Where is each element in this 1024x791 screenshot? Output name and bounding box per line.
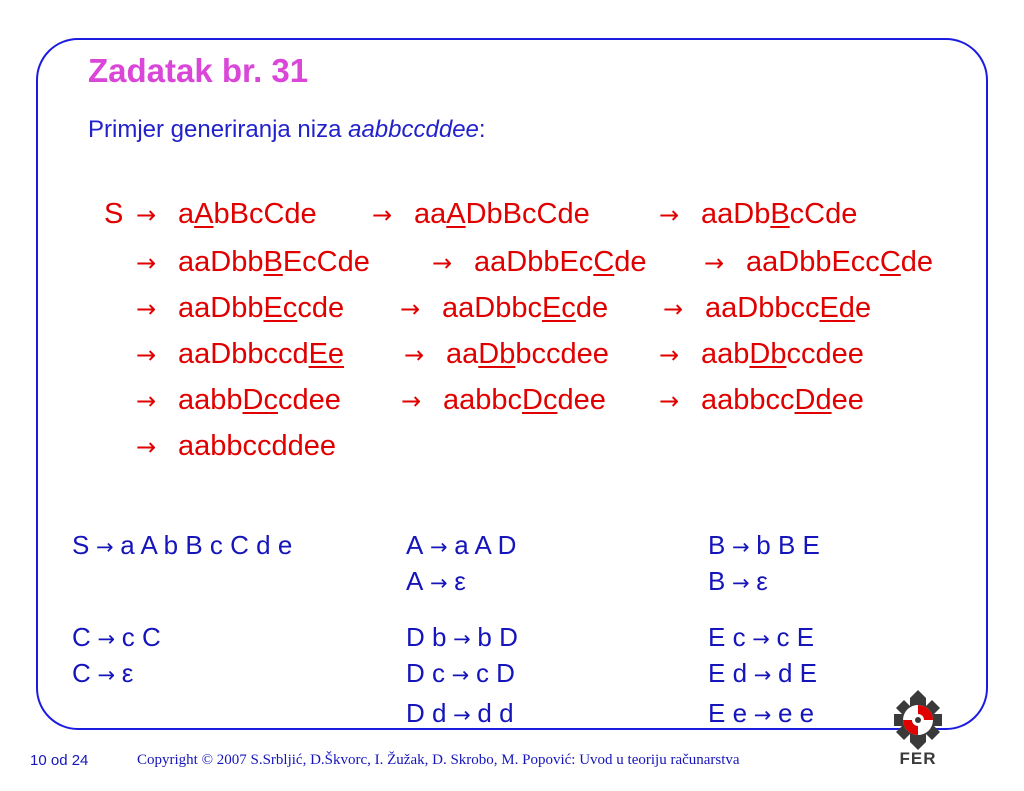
subtitle-colon: : xyxy=(478,116,486,143)
rule-lhs: E e xyxy=(708,698,748,728)
replaced-substring: Ec xyxy=(541,292,576,324)
production-arrow: → xyxy=(446,627,478,651)
replaced-substring: C xyxy=(593,246,615,278)
form-text: aaDbb xyxy=(178,246,264,278)
production-rule xyxy=(406,660,515,686)
logo-emblem-icon xyxy=(894,690,942,750)
derives-arrow: → xyxy=(372,201,393,229)
replaced-substring: A xyxy=(446,198,466,230)
production-arrow: → xyxy=(747,663,778,687)
rule-rhs: ε xyxy=(121,658,134,688)
page-number: 10 od 24 xyxy=(30,752,89,769)
rule-rhs: c D xyxy=(475,658,515,688)
derives-arrow: → xyxy=(432,249,453,277)
production-rule xyxy=(406,700,514,726)
rule-lhs: E d xyxy=(708,658,748,688)
derives-arrow: → xyxy=(659,201,680,229)
sentential-form xyxy=(701,340,864,369)
rule-rhs: b D xyxy=(477,622,518,652)
rule-lhs: A xyxy=(406,530,424,560)
replaced-substring: Ec xyxy=(263,292,298,324)
form-text: aaDb xyxy=(701,198,771,230)
replaced-substring: Db xyxy=(749,338,787,370)
replaced-substring: C xyxy=(879,246,901,278)
form-text: a xyxy=(178,198,195,230)
rule-lhs: C xyxy=(72,658,91,688)
sentential-form xyxy=(178,200,317,229)
form-text: ccdee xyxy=(786,338,864,370)
rule-rhs: a A b B c C d e xyxy=(120,530,293,560)
sentential-form xyxy=(178,294,344,323)
slide-subtitle xyxy=(88,116,486,144)
form-text: aabb xyxy=(178,384,243,416)
replaced-substring: B xyxy=(770,198,790,230)
form-text: aaDbbEc xyxy=(474,246,594,278)
production-rule xyxy=(708,624,814,650)
replaced-substring: Dc xyxy=(242,384,278,416)
production-rule xyxy=(708,700,814,726)
form-text: aaDbbcc xyxy=(705,292,820,324)
form-text: cdee xyxy=(277,384,341,416)
rule-rhs: c E xyxy=(776,622,815,652)
form-text: EcCde xyxy=(282,246,370,278)
rule-lhs: D c xyxy=(406,658,445,688)
production-rule xyxy=(406,532,516,558)
form-text: aab xyxy=(701,338,750,370)
production-rule xyxy=(406,624,518,650)
form-text: cCde xyxy=(789,198,858,230)
rule-lhs: E c xyxy=(708,622,746,652)
sentential-form xyxy=(178,248,370,277)
rule-rhs: e e xyxy=(777,698,815,728)
derives-arrow: → xyxy=(136,295,157,323)
form-text: aaDbbccd xyxy=(178,338,309,370)
rule-rhs: c C xyxy=(121,622,161,652)
subtitle-string: aabbccddee xyxy=(348,116,479,143)
form-text: bccdee xyxy=(515,338,609,370)
sentential-form xyxy=(746,248,933,277)
production-arrow: → xyxy=(745,627,777,651)
production-rule xyxy=(72,624,161,650)
form-text: cde xyxy=(297,292,345,324)
form-text: dee xyxy=(557,384,606,416)
form-text: ee xyxy=(831,384,864,416)
derives-arrow: → xyxy=(136,201,157,229)
sentential-form xyxy=(705,294,871,323)
sentential-form xyxy=(178,432,336,461)
production-arrow: → xyxy=(725,571,757,595)
form-text: aaDbbc xyxy=(442,292,542,324)
form-text: DbBcCde xyxy=(465,198,590,230)
form-text: aaDbb xyxy=(178,292,264,324)
replaced-substring: Db xyxy=(478,338,516,370)
rule-rhs: a A D xyxy=(454,530,517,560)
derives-arrow: → xyxy=(704,249,725,277)
rule-rhs: d E xyxy=(777,658,818,688)
rule-lhs: C xyxy=(72,622,91,652)
replaced-substring: Dd xyxy=(794,384,832,416)
sentential-form xyxy=(701,200,857,229)
fer-logo xyxy=(888,686,948,766)
rule-rhs: d d xyxy=(477,698,514,728)
production-rule xyxy=(406,568,466,594)
rule-rhs: ε xyxy=(756,566,768,596)
production-rule xyxy=(72,660,133,686)
derives-arrow: → xyxy=(136,387,157,415)
replaced-substring: Dc xyxy=(522,384,558,416)
production-arrow: → xyxy=(725,535,757,559)
rule-lhs: D d xyxy=(406,698,447,728)
replaced-substring: A xyxy=(194,198,214,230)
production-arrow: → xyxy=(445,663,476,687)
production-rule xyxy=(708,660,817,686)
replaced-substring: Ed xyxy=(819,292,855,324)
derives-arrow: → xyxy=(663,295,684,323)
sentential-form xyxy=(446,340,609,369)
production-rule xyxy=(72,532,292,558)
production-arrow: → xyxy=(423,535,455,559)
production-arrow: → xyxy=(747,703,778,727)
form-text: aabbccddee xyxy=(178,430,337,462)
copyright-notice: Copyright © 2007 S.Srbljić, D.Škvorc, I. Žužak, D. Skrobo, M. Popović: Uvod u teoriju računarstva xyxy=(137,752,740,768)
replaced-substring: B xyxy=(263,246,283,278)
form-text: de xyxy=(900,246,934,278)
derives-arrow: → xyxy=(404,341,425,369)
sentential-form xyxy=(442,294,608,323)
form-text: aa xyxy=(414,198,447,230)
production-arrow: → xyxy=(90,663,122,687)
form-text: de xyxy=(575,292,609,324)
rule-rhs: b B E xyxy=(756,530,820,560)
sentential-form xyxy=(178,386,341,415)
slide-title: Zadatak br. 31 xyxy=(88,52,309,89)
rule-lhs: A xyxy=(406,566,424,596)
sentential-form xyxy=(443,386,606,415)
form-text: aa xyxy=(446,338,479,370)
form-text: aabbc xyxy=(443,384,523,416)
rule-lhs: B xyxy=(708,566,726,596)
sentential-form xyxy=(474,248,647,277)
derives-arrow: → xyxy=(401,387,422,415)
sentential-form xyxy=(701,386,864,415)
logo-text: FER xyxy=(899,749,937,766)
derives-arrow: → xyxy=(400,295,421,323)
rule-lhs: S xyxy=(72,530,90,560)
production-arrow: → xyxy=(446,703,478,727)
form-text: e xyxy=(854,292,872,324)
subtitle-text: Primjer generiranja niza xyxy=(88,116,349,143)
derives-arrow: → xyxy=(136,249,157,277)
derives-arrow: → xyxy=(136,433,157,461)
production-arrow: → xyxy=(90,627,122,651)
production-arrow: → xyxy=(423,571,455,595)
derives-arrow: → xyxy=(136,341,157,369)
form-text: bBcCde xyxy=(213,198,317,230)
form-text: aaDbbEcc xyxy=(746,246,880,278)
derivation-start-symbol: S xyxy=(104,198,124,230)
derives-arrow: → xyxy=(659,341,680,369)
rule-rhs: ε xyxy=(454,566,466,596)
rule-lhs: B xyxy=(708,530,726,560)
form-text: de xyxy=(614,246,647,278)
sentential-form xyxy=(178,340,344,369)
form-text: aabbcc xyxy=(701,384,795,416)
sentential-form xyxy=(414,200,590,229)
production-arrow: → xyxy=(89,535,121,559)
production-rule xyxy=(708,532,820,558)
derives-arrow: → xyxy=(659,387,680,415)
replaced-substring: Ee xyxy=(308,338,345,370)
rule-lhs: D b xyxy=(406,622,447,652)
production-rule xyxy=(708,568,768,594)
